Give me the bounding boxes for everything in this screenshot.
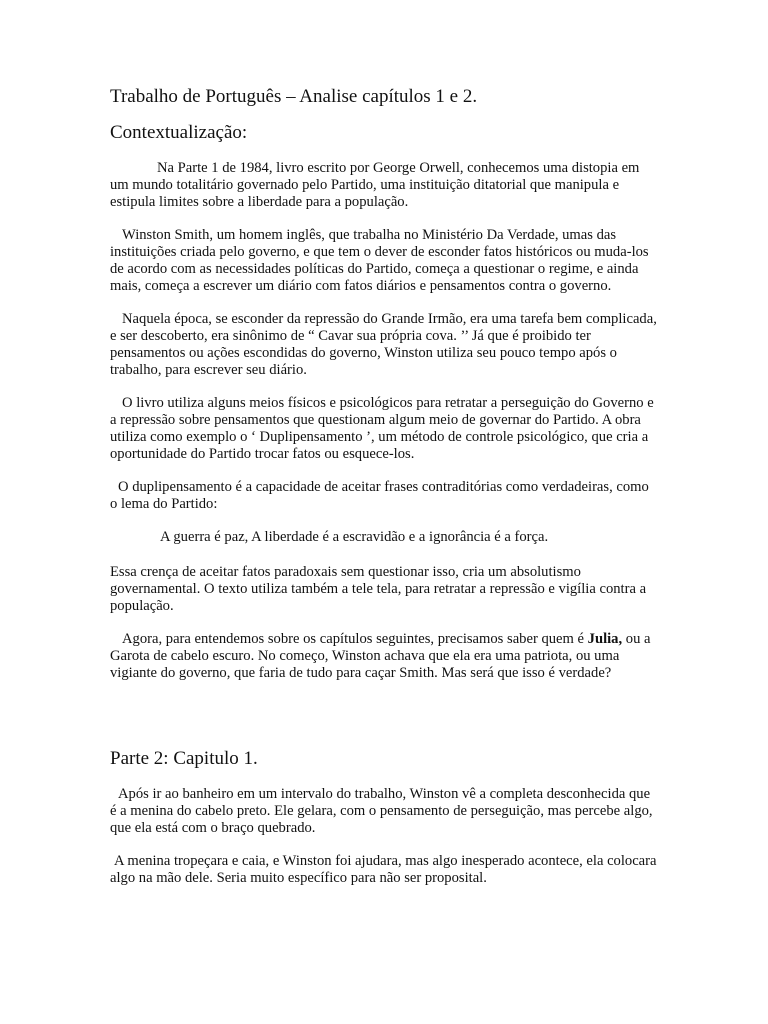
paragraph-9: A menina tropeçara e caia, e Winston foi ajudara, mas algo inesperado acontece, ela colocara algo na mão dele. Seria muito específico para não ser proposital. (110, 853, 657, 886)
document-title: Trabalho de Português – Analise capítulos 1 e 2. (110, 86, 478, 107)
section-spacer (110, 698, 658, 746)
party-motto-quote: A guerra é paz, A liberdade é a escravidão e a ignorância é a força. (160, 529, 549, 545)
paragraph-3: Naquela época, se esconder da repressão do Grande Irmão, era uma tarefa bem complicada, e ser descoberto, era sinônimo de “ Cavar sua própria cova. ’’ Já que é proibido ter pensamentos ou ações escondidas do governo, Winston utiliza seu pouco tempo após o trabalho, para escrever seu diário. (110, 311, 657, 378)
paragraph-4: O livro utiliza alguns meios físicos e psicológicos para retratar a perseguição do Governo e a repressão sobre pensamentos que questionam algum meio de governar do Partido. A obra utiliza como exemplo o ‘ Duplipensamento ’, um método de controle psicológico, que cria a oportunidade do Partido trocar fatos ou esquece-los. (110, 395, 654, 462)
section-heading-contextualizacao: Contextualização: (110, 122, 248, 143)
paragraph-6: Essa crença de aceitar fatos paradoxais sem questionar isso, cria um absolutismo governamental. O texto utiliza também a tele tela, para retratar a repressão e vigília contra a população. (110, 564, 647, 614)
julia-bold-name: Julia, (587, 631, 623, 647)
paragraph-2: Winston Smith, um homem inglês, que trabalha no Ministério Da Verdade, umas das instituições criada pelo governo, e que tem o dever de esconder fatos históricos ou muda-los de acordo com as necessidades políticas do Partido, começa a questionar o regime, e ainda mais, começa a escrever um diário com fatos diários e pensamentos contra o governo. (110, 227, 649, 294)
section-heading-parte-2: Parte 2: Capitulo 1. (110, 748, 258, 769)
paragraph-5: O duplipensamento é a capacidade de aceitar frases contraditórias como verdadeiras, como o lema do Partido: (110, 479, 649, 512)
document-page (110, 84, 658, 903)
paragraph-1: Na Parte 1 de 1984, livro escrito por George Orwell, conhecemos uma distopia em um mundo totalitário governado pelo Partido, uma instituição ditatorial que manipula e estipula limites sobre a liberdade para a população. (110, 160, 640, 210)
paragraph-7-text-end: ou a Garota de cabelo escuro. No começo, Winston achava que ela era uma patriota, ou uma vigiante do governo, que faria de tudo para caçar Smith. Mas será que isso é verdade? (110, 631, 651, 681)
paragraph-7 (110, 631, 658, 682)
paragraph-7-text-start: Agora, para entendemos sobre os capítulos seguintes, precisamos saber quem é (122, 631, 588, 647)
paragraph-8: Após ir ao banheiro em um intervalo do trabalho, Winston vê a completa desconhecida que é a menina do cabelo preto. Ele gelara, com o pensamento de perseguição, mas percebe algo, que ela está com o braço quebrado. (110, 786, 653, 836)
